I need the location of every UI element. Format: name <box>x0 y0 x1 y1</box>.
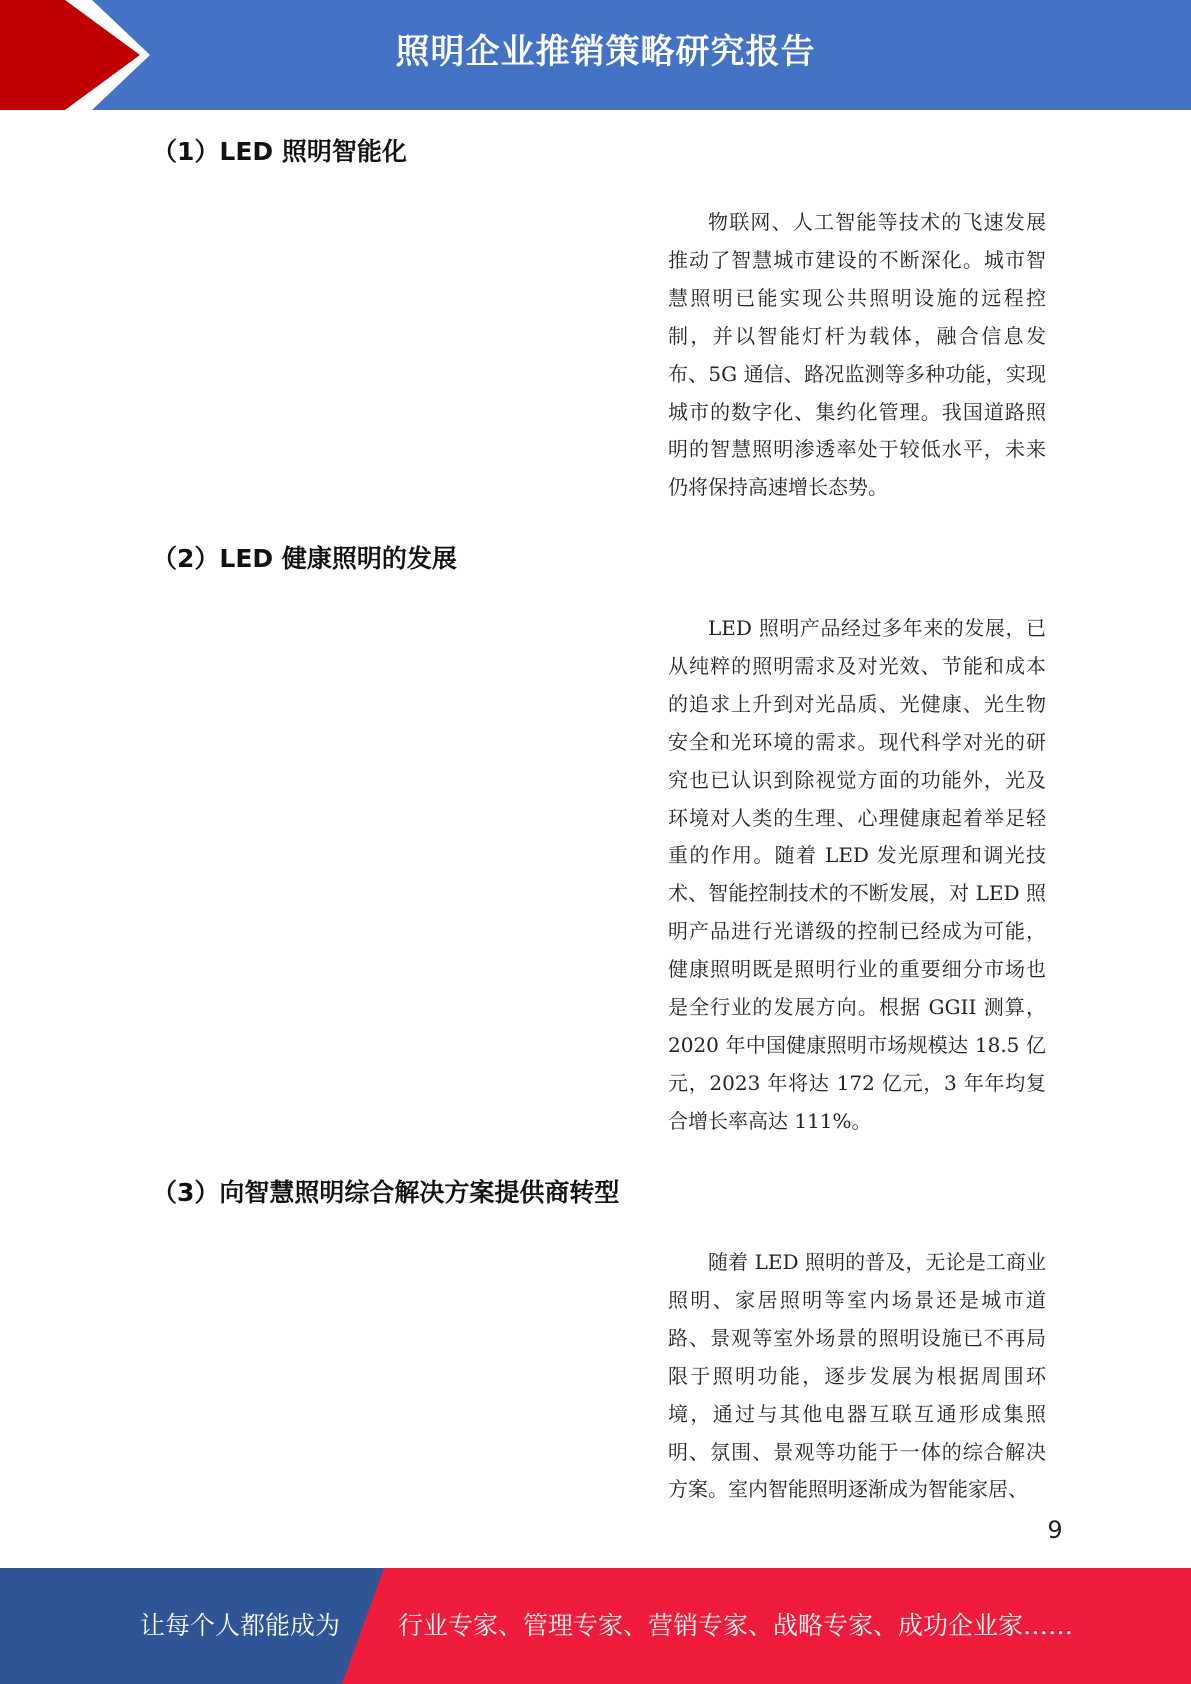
section-3-figure-placeholder <box>152 1235 622 1505</box>
section-2-figure-placeholder <box>152 600 622 1140</box>
page-number: 9 <box>1047 1516 1063 1544</box>
section-1-figure-placeholder <box>152 190 622 510</box>
section-2-heading: （2）LED 健康照明的发展 <box>152 544 457 573</box>
page-header <box>0 0 1191 110</box>
footer-slogan-left: 让每个人都能成为 <box>140 1611 341 1640</box>
section-1-heading: （1）LED 照明智能化 <box>152 137 407 166</box>
footer-slogan-right: 行业专家、管理专家、营销专家、战略专家、成功企业家…… <box>398 1611 1074 1640</box>
section-1-paragraph: 物联网、人工智能等技术的飞速发展推动了智慧城市建设的不断深化。城市智慧照明已能实现公共照明设施的远程控制，并以智能灯杆为载体，融合信息发布、5G 通信、路况监测等多种功能，实现城市的数字化、集约化管理。我国道路照明的智慧照明渗透率处于较低水平，未来仍将保持高速增长态势。 <box>668 210 1046 500</box>
report-title: 照明企业推销策略研究报告 <box>395 32 816 72</box>
page-footer <box>0 1568 1191 1684</box>
section-2-paragraph: LED 照明产品经过多年来的发展，已从纯粹的照明需求及对光效、节能和成本的追求上升到对光品质、光健康、光生物安全和光环境的需求。现代科学对光的研究也已认识到除视觉方面的功能外，光及环境对人类的生理、心理健康起着举足轻重的作用。随着 LED 发光原理和调光技术、智能控制技术的不断发展，对 LED 照明产品进行光谱级的控制已经成为可能，健康照明既是照明行业的重要细分市场也是全行业的发展方向。根据 GGII 测算，2020 年中国健康照明市场规模达 18.5 亿元，2023 年将达 172 亿元，3 年年均复合增长率高达 111%。 <box>668 616 1046 1133</box>
section-3-paragraph: 随着 LED 照明的普及，无论是工商业照明、家居照明等室内场景还是城市道路、景观等室外场景的照明设施已不再局限于照明功能，逐步发展为根据周围环境，通过与其他电器互联互通形成集照明、氛围、景观等功能于一体的综合解决方案。室内智能照明逐渐成为智能家居、 <box>668 1250 1046 1502</box>
section-3-heading: （3）向智慧照明综合解决方案提供商转型 <box>152 1178 620 1207</box>
